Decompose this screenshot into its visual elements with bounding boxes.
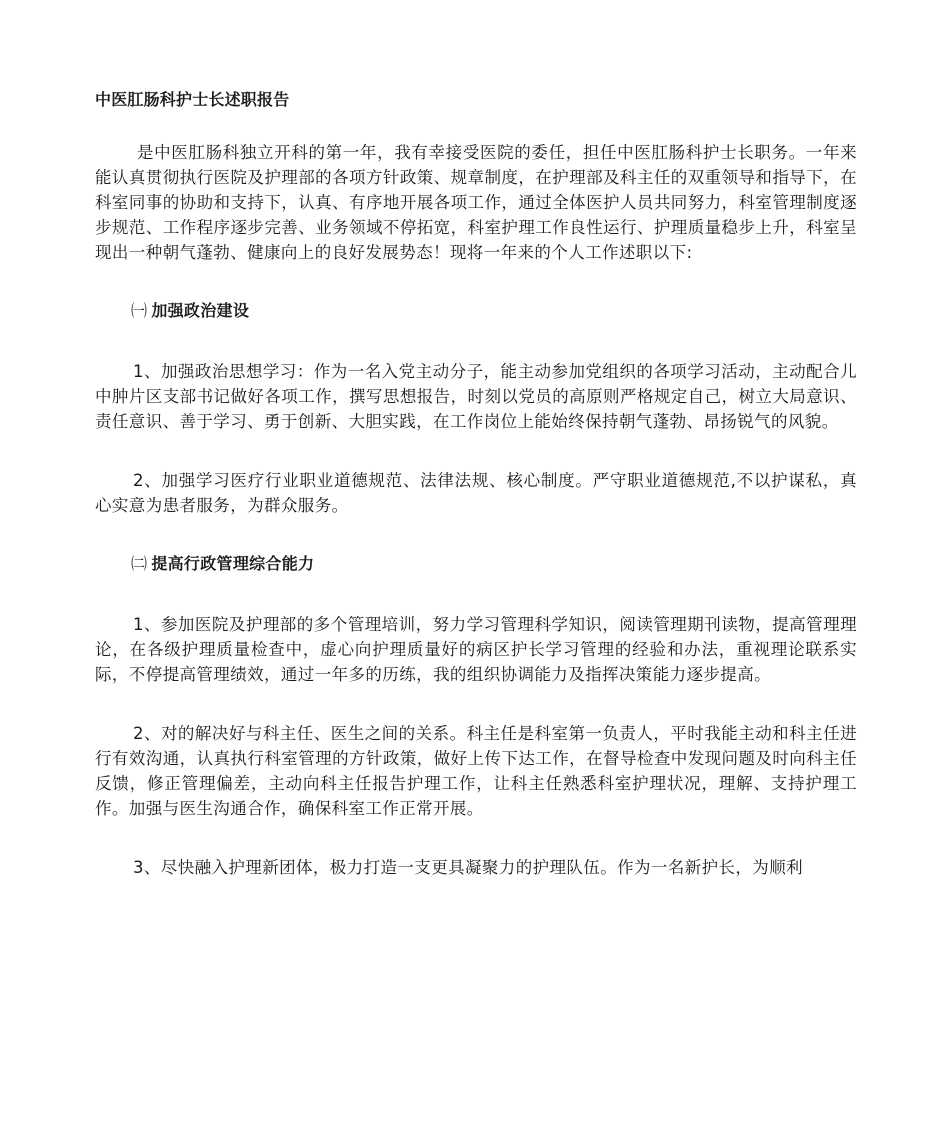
section-number: ㈠ <box>131 301 148 320</box>
paragraph-ethics: 2、加强学习医疗行业职业道德规范、法律法规、核心制度。严守职业道德规范,不以护谋私，真心实意为患者服务，为群众服务。 <box>95 471 857 515</box>
paragraph-director-relations: 2、对的解决好与科主任、医生之间的关系。科主任是科室第一负责人，平时我能主动和科主任进行有效沟通，认真执行科室管理的方针政策，做好上传下达工作，在督导检查中发现问题及时向科主任反馈，修正管理偏差，主动向科主任报告护理工作，让科主任熟悉科室护理状况，理解、支持护理工作。加强与医生沟通合作，确保科室工作正常开展。 <box>95 724 857 818</box>
section-heading-political <box>95 299 857 323</box>
document-page <box>95 88 857 880</box>
intro-paragraph: 是中医肛肠科独立开科的第一年，我有幸接受医院的委任，担任中医肛肠科护士长职务。一年来能认真贯彻执行医院及护理部的各项方针政策、规章制度，在护理部及科主任的双重领导和指导下，在科室同事的协助和支持下，认真、有序地开展各项工作，通过全体医护人员共同努力，科室管理制度逐步规范、工作程序逐步完善、业务领域不停拓宽，科室护理工作良性运行、护理质量稳步上升，科室呈现出一种朝气蓬勃、健康向上的良好发展势态！现将一年来的个人工作述职以下: <box>95 143 857 262</box>
section-number: ㈡ <box>131 554 148 573</box>
section-heading-text: 加强政治建设 <box>151 301 250 320</box>
section-heading-management <box>95 552 857 576</box>
paragraph-management-training: 1、参加医院及护理部的多个管理培训，努力学习管理科学知识，阅读管理期刊读物，提高管理理论，在各级护理质量检查中，虚心向护理质量好的病区护长学习管理的经验和办法，重视理论联系实际，不停提高管理绩效，通过一年多的历练，我的组织协调能力及指挥决策能力逐步提高。 <box>95 615 857 684</box>
paragraph-team-building: 3、尽快融入护理新团体，极力打造一支更具凝聚力的护理队伍。作为一名新护长，为顺利 <box>133 858 803 877</box>
document-title: 中医肛肠科护士长述职报告 <box>95 90 290 109</box>
paragraph-political-study: 1、加强政治思想学习：作为一名入党主动分子，能主动参加党组织的各项学习活动，主动配合儿中肿片区支部书记做好各项工作，撰写思想报告，时刻以党员的高原则严格规定自己，树立大局意识、责任意识、善于学习、勇于创新、大胆实践，在工作岗位上能始终保持朝气蓬勃、昂扬锐气的风貌。 <box>95 362 857 431</box>
section-heading-text: 提高行政管理综合能力 <box>151 554 315 573</box>
